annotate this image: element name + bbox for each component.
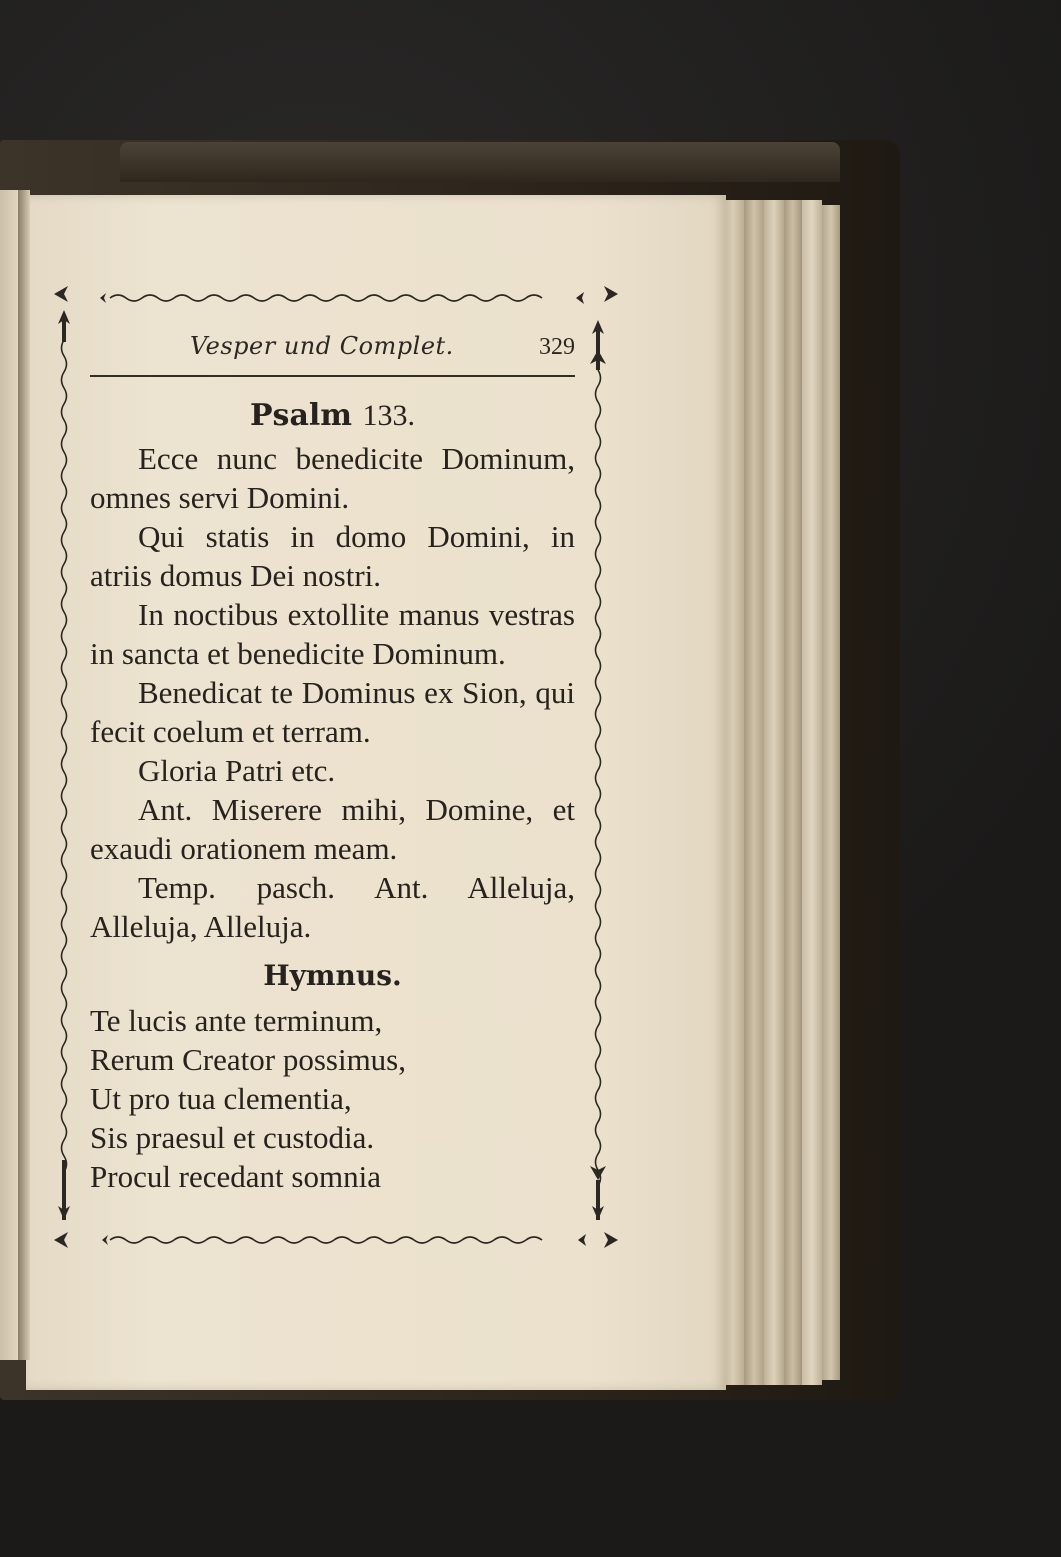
page-edge-stack <box>744 200 764 1385</box>
psalm-heading-number: 133. <box>362 399 415 432</box>
page-edge-stack <box>822 205 840 1380</box>
psalm-verse: Ecce nunc benedicite Dominum, omnes servi Domini. <box>90 441 575 515</box>
border-bottom-wave <box>110 1237 542 1243</box>
hymn-line: Rerum Creator possimus, <box>90 1042 406 1077</box>
page-number: 329 <box>539 334 575 360</box>
page-body <box>90 392 575 1196</box>
hymn-line: Ut pro tua clementia, <box>90 1081 352 1116</box>
page-gutter <box>18 190 30 1360</box>
border-right-wave <box>596 370 601 1186</box>
hymn-line: Sis praesul et custodia. <box>90 1120 375 1155</box>
psalm-heading-word: Psalm <box>250 398 353 433</box>
hymn-heading: Hymnus. <box>263 959 402 992</box>
hymn-verse <box>90 1001 575 1196</box>
border-left-wave <box>62 340 67 1172</box>
page-edge-stack <box>784 200 802 1385</box>
header-rule <box>90 375 575 377</box>
psalm-heading <box>90 396 575 435</box>
hymn-line: Procul recedant somnia <box>90 1159 381 1194</box>
paschal-antiphon: Temp. pasch. Ant. Alleluja, Alleluja, Alleluja. <box>90 870 575 944</box>
page-edge-stack <box>802 200 822 1385</box>
psalm-verse: In noctibus extollite manus vestras in sancta et benedicite Dominum. <box>90 597 575 671</box>
psalm-verse: Qui statis in domo Domini, in atriis domus Dei nostri. <box>90 519 575 593</box>
page-edge-stack <box>764 200 784 1385</box>
psalm-verse: Benedicat te Dominus ex Sion, qui fecit coelum et terram. <box>90 675 575 749</box>
border-top-wave <box>110 295 542 301</box>
psalm-verse: Gloria Patri etc. <box>138 753 336 788</box>
hymn-line: Te lucis ante terminum, <box>90 1003 383 1038</box>
running-head-title: Vesper und Complet. <box>190 332 454 360</box>
book-cover-top-edge <box>120 142 840 182</box>
running-head <box>90 330 575 370</box>
antiphon: Ant. Miserere mihi, Domine, et exaudi orationem meam. <box>90 792 575 866</box>
